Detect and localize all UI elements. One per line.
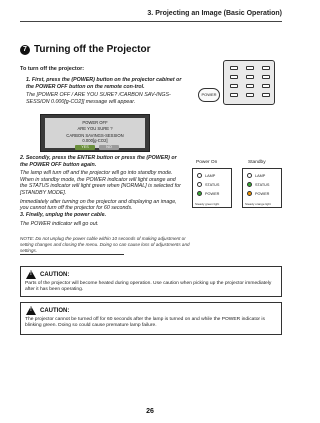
dialog-question: ARE YOU SURE ? — [77, 126, 113, 131]
standby-indicators — [242, 168, 282, 208]
indicator-lamp — [247, 173, 265, 178]
indicator-dot-orange — [247, 191, 252, 196]
chapter-header — [20, 10, 282, 22]
indicator-label: LAMP — [205, 173, 216, 178]
intro-text: To turn off the projector: — [20, 66, 85, 72]
warning-icon — [26, 270, 36, 279]
remote-button — [262, 84, 270, 88]
remote-button — [246, 93, 254, 97]
caution-title: CAUTION: — [40, 271, 70, 278]
power-button-illustration — [195, 60, 275, 105]
page-number: 26 — [146, 408, 154, 415]
caution-header — [26, 270, 69, 279]
standby-caption: Steady orange light — [245, 202, 271, 206]
caution-box-2 — [20, 302, 282, 335]
note-underline — [20, 254, 124, 255]
indicator-label: LAMP — [255, 173, 266, 178]
chapter-title: 3. Projecting an Image (Basic Operation) — [147, 10, 282, 17]
warning-icon — [26, 306, 36, 315]
indicator-dot — [247, 173, 252, 178]
step-1-body: The [POWER OFF / ARE YOU SURE? /CARBON SAV-INGS- SESSION 0.000[g-CO2]] message will appear. — [26, 92, 171, 105]
section-title-text: Turning off the Projector — [34, 44, 151, 55]
indicator-label: STATUS — [255, 182, 270, 187]
dialog-carbon-label: CARBON SAVINGS-SESSION — [66, 133, 124, 138]
remote-button — [230, 84, 238, 88]
power-off-dialog — [40, 114, 150, 152]
power-on-indicators — [192, 168, 232, 208]
caution-header — [26, 306, 69, 315]
indicator-dot-green — [197, 191, 202, 196]
indicator-dot — [197, 182, 202, 187]
step-2 — [20, 155, 182, 212]
step-1 — [20, 77, 185, 105]
indicator-dot — [197, 173, 202, 178]
remote-button — [262, 75, 270, 79]
section-number-badge: 7 — [20, 45, 30, 55]
remote-button — [230, 93, 238, 97]
remote-button — [262, 66, 270, 70]
indicator-label: STATUS — [205, 182, 220, 187]
caution-text: Parts of the projector will become heated during operation. Use caution when picking up the projector immediately after it has been operating. — [25, 281, 272, 293]
header-rule — [20, 21, 282, 22]
indicator-label: POWER — [205, 191, 220, 196]
indicator-dot-green — [247, 182, 252, 187]
step-3-lead: 3. Finally, unplug the power cable. — [20, 212, 107, 218]
power-on-heading: Power On — [196, 160, 218, 165]
remote-button — [246, 84, 254, 88]
step-2-body-2: Immediately after turning on the projector and displaying an image, you cannot turn off the projector for 60 seconds. — [20, 198, 177, 212]
caution-text: The projector cannot be turned off for 60 seconds after the lamp is turned on and while the POWER indicator is blinking green. Doing so could cause premature lamp failure. — [25, 317, 265, 329]
step-3-body: The POWER indicator will go out. — [20, 220, 99, 227]
remote-button — [230, 75, 238, 79]
indicator-power — [247, 191, 269, 196]
dialog-no-button: NO — [99, 145, 119, 150]
indicator-label: POWER — [255, 191, 270, 196]
standby-heading: Standby — [248, 160, 266, 165]
cabinet-power-button: POWER — [198, 88, 220, 102]
step-2-body: The lamp will turn off and the projector will go into standby mode. When in standby mode, the POWER indicator will light orange and the STATUS indicator will light green when [NORMAL] is selected for [STANDBY MODE]. — [20, 170, 181, 196]
indicator-lamp — [197, 173, 215, 178]
section-title — [20, 44, 150, 55]
dialog-title: POWER OFF — [82, 120, 108, 125]
remote-button — [230, 66, 238, 70]
dialog-carbon-value: 0.000[g-CO2] — [82, 138, 108, 143]
remote-button — [246, 75, 254, 79]
remote-button — [246, 66, 254, 70]
caution-box-1 — [20, 266, 282, 297]
step-1-lead: 1. First, press the (POWER) button on the projector cabinet or the POWER OFF button on the remote con-trol. — [26, 77, 182, 90]
dialog-panel — [45, 118, 145, 148]
indicator-status-figure — [192, 160, 284, 212]
remote-control-illustration — [223, 60, 275, 105]
power-on-caption: Steady green light — [195, 202, 220, 206]
indicator-power — [197, 191, 219, 196]
caution-title: CAUTION: — [40, 307, 70, 314]
dialog-yes-button: YES — [75, 145, 95, 150]
note-text: NOTE: Do not unplug the power cable within 10 seconds of making adjustment or setting changes and closing the menu. Doing so can cause loss of adjustments and settings. — [20, 236, 190, 253]
indicator-status — [197, 182, 219, 187]
indicator-status — [247, 182, 269, 187]
step-2-lead: 2. Secondly, press the ENTER button or press the (POWER) or the POWER OFF button again. — [20, 155, 177, 168]
step-3 — [20, 212, 185, 227]
remote-button — [262, 93, 270, 97]
